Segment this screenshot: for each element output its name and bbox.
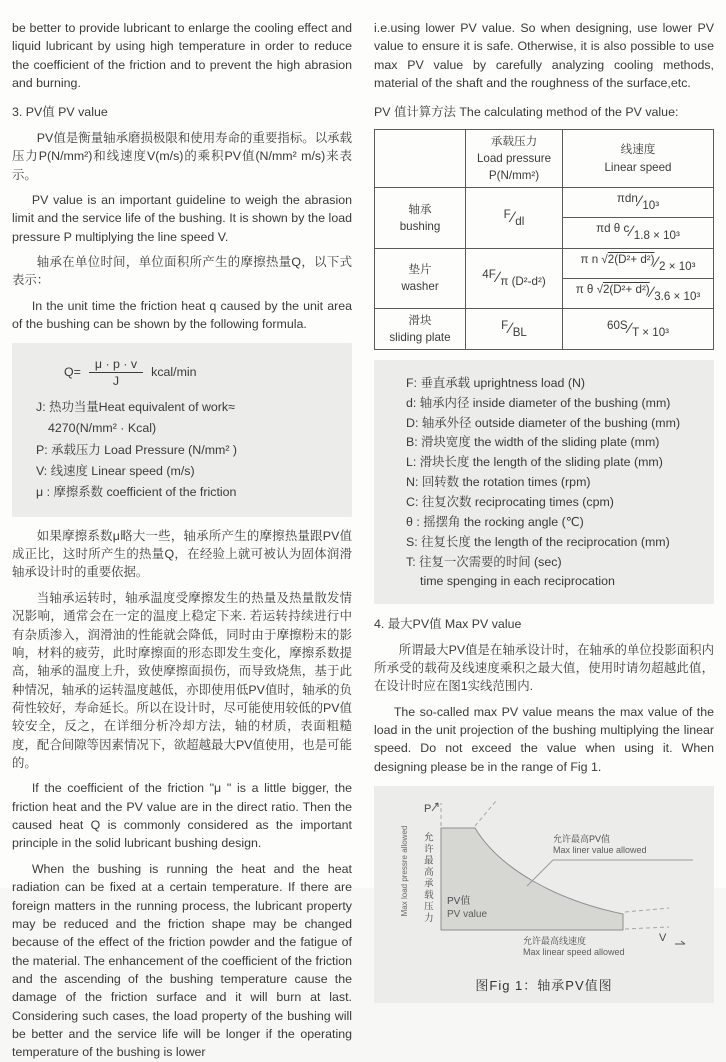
linear-speed-formulas: π n √2(D²+ d²)∕2 × 10³ π θ √2(D²+ d²)∕3.6 × 10³ [563,248,714,308]
y-axis-label-zh: 允许最高承载压力 [421,832,433,925]
table-row-sliding-plate [375,309,714,350]
p-axis-arrow-icon [432,803,438,811]
paragraph-en: PV value is an important guideline to weigh the abrasion limit and the service life of the bushing. It is shown by the load pressure P multiplying the line speed V. [12,192,352,244]
formula-def-line: 4270(N/mm² · Kcal) [48,421,157,436]
max-pv-annotation: 允许最高PV值 Max liner value allowed [553,834,647,856]
load-pressure-formula: F∕BL [466,309,563,350]
paragraph-continuation: be better to provide lubricant to enlarge the cooling effect and liquid lubricant by using high temperature in order to reduce the coefficient of the friction and to prevent the high abrasion and burning. [12,21,352,91]
formula-def-line: μ : 摩擦系数 coefficient of the friction [36,485,237,500]
v-axis-label: V [659,932,667,945]
header-empty-cell [375,129,466,187]
row-label: 轴承 bushing [375,188,466,248]
paragraph-zh: 如果摩擦系数μ略大一些，轴承所产生的摩擦热量跟PV值成正比，这时所产生的热量Q，在经验上就可被认为固体润滑轴承设计时的重要依据。 [12,528,352,580]
paragraph-en: If the coefficient of the friction "μ " is a little bigger, the friction heat and the PV value are in the direct ratio. Then the caused heat Q is commonly considered as the important principle in the solid lubricant bushing design. [12,781,352,851]
definition-line: d: 轴承内径 inside diameter of the bushing (mm) [406,395,671,410]
linear-speed-formulas: 60S∕T × 10³ [563,309,714,350]
v-axis-arrow-icon [675,941,685,944]
paragraph-zh: PV值是衡量轴承磨损极限和使用寿命的重要指标。以承载压力P(N/mm²)和线速度V(m/s)的乘积PV值(N/mm² m/s)来表示。 [12,130,352,182]
formula-lhs: Q= [64,365,81,380]
formula-def-line: V: 线速度 Linear speed (m/s) [36,464,195,478]
header-load-pressure: 承载压力 Load pressure P(N/mm²) [466,129,563,187]
curve-dashed-extension [475,801,496,826]
pv-region-label: PV值 PV value [447,896,488,920]
pv-calculation-table [374,129,714,351]
paragraph-continuation: i.e.using lower PV value. So when designing, use lower PV value to ensure it is safe. Otherwise, it is also possible to use max PV value by carefully analyzing cooling methods, material of the shaft and the roughness of the surface,etc. [374,21,714,91]
definition-line: time spenging in each reciprocation [420,574,615,589]
table-header-row [375,129,714,187]
load-pressure-formula: 4F∕π (D²-d²) [466,248,563,308]
formula-def-line: J: 热功当量Heat equivalent of work≈ [36,399,235,414]
definition-line: S: 往复长度 the length of the reciprocation (mm) [406,534,670,549]
load-pressure-formula: F∕dl [466,188,563,248]
right-column [374,12,714,994]
definition-line: F: 垂直承载 uprightness load (N) [406,375,586,390]
section-heading-max-pv: 4. 最大PV值 Max PV value [374,617,522,632]
paragraph-zh: 轴承在单位时间，单位面积所产生的摩擦热量Q，以下式表示： [12,254,352,288]
section-heading-pv-value: 3. PV值 PV value [12,105,108,120]
formula-unit: kcal/min [151,365,197,380]
y-axis-label-en: Max load pressre allowed [400,825,409,917]
row-label: 垫片 washer [375,248,466,308]
right-dashed-lower [625,927,669,929]
definition-line: D: 轴承外径 outside diameter of the bushing (mm) [406,415,681,430]
linear-speed-formulas: πdn∕10³ πd θ c∕1.8 × 10³ [563,188,714,248]
row-label: 滑块 sliding plate [375,309,466,350]
definition-line: N: 回转数 the rotation times (rpm) [406,475,591,490]
pv-diagram [383,798,705,970]
definition-line: L: 滑块长度 the length of the sliding plate (mm) [406,455,663,470]
definition-line: θ : 摇摆角 the rocking angle (℃) [406,514,584,529]
formula-def-line: P: 承载压力 Load Pressure (N/mm² ) [36,442,238,457]
right-dashed-upper [625,908,669,912]
heat-formula [64,357,338,388]
left-column [12,12,352,1060]
formula-fraction: $\frac{\mu \cdot p \cdot v}{J}$ [89,357,143,388]
figure-caption: 图Fig 1：轴承PV值图 [475,978,613,994]
x-axis-label: 允许最高线速度 Max linear speed allowed [523,936,625,958]
p-axis-label: P [424,803,432,816]
paragraph-en: When the bushing is running the heat and the heat radiation can be fixed at a certain temperature. If there are foreign matters in the running process, the lubricant property may be reduced and the friction shape may be changed because of the effect of the friction powder and the fatigue of the material. The enhancement of the coefficient of the friction and the ascending of the bushing temperature cause the damage of the friction surface and it will burn at last. Considering such cases, the load property of the bushing will be better and the service life will be longer if the operating temperature of the bushing is lower [12,861,352,1060]
paragraph-zh: 当轴承运转时，轴承温度受摩擦发生的热量及热量散发情况影响，通常会在一定的温度上稳定下来. 若运转持续进行中有杂质渗入，润滑油的性能就会降低，同时由于摩擦粉末的影响，材料的疲劳，此时摩擦面的形态即发生变化，摩擦系数提高，轴承的温度上升，致使摩擦面损伤，而导致烧焦，基于此种情况，轴承的运转温度越低，亦即使用低PV值时，轴承的负荷性较好，寿命延长。所以在设计时，尽可能使用较低的PV值较安全，反之，在详细分析冷却方法，轴的材质，表面粗糙度，配合间隙等因素情况下，欲超越最大PV值使用，也是可能的。 [12,590,352,771]
symbol-definitions-box [374,360,714,604]
table-row-bushing [375,188,714,248]
definition-line: B: 滑块宽度 the width of the sliding plate (mm) [406,435,660,450]
paragraph-en: In the unit time the friction heat q caused by the unit area of the bushing can be shown by the following formula. [12,298,352,332]
formula-box [12,343,352,516]
annotation-leader-line [527,860,693,886]
table-row-washer [375,248,714,308]
paragraph-zh: 所谓最大PV值是在轴承设计时，在轴承的单位投影面积内所承受的载荷及线速度乘积之最大值，使用时请勿超越此值，在设计时应在图1实线范围内. [374,642,714,694]
definition-line: C: 往复次数 reciprocating times (cpm) [406,494,614,509]
table-heading: PV 值计算方法 The calculating method of the PV value: [374,105,679,120]
paragraph-en: The so-called max PV value means the max value of the load in the unit projection of the bushing multiplying the linear speed. Do not exceed the value when using it. When designing please be in the range of Fig 1. [374,704,714,774]
definition-line: T: 往复一次需要的时间 (sec) [406,554,562,569]
header-linear-speed: 线速度 Linear speed [563,129,714,187]
figure-1 [374,786,714,1003]
